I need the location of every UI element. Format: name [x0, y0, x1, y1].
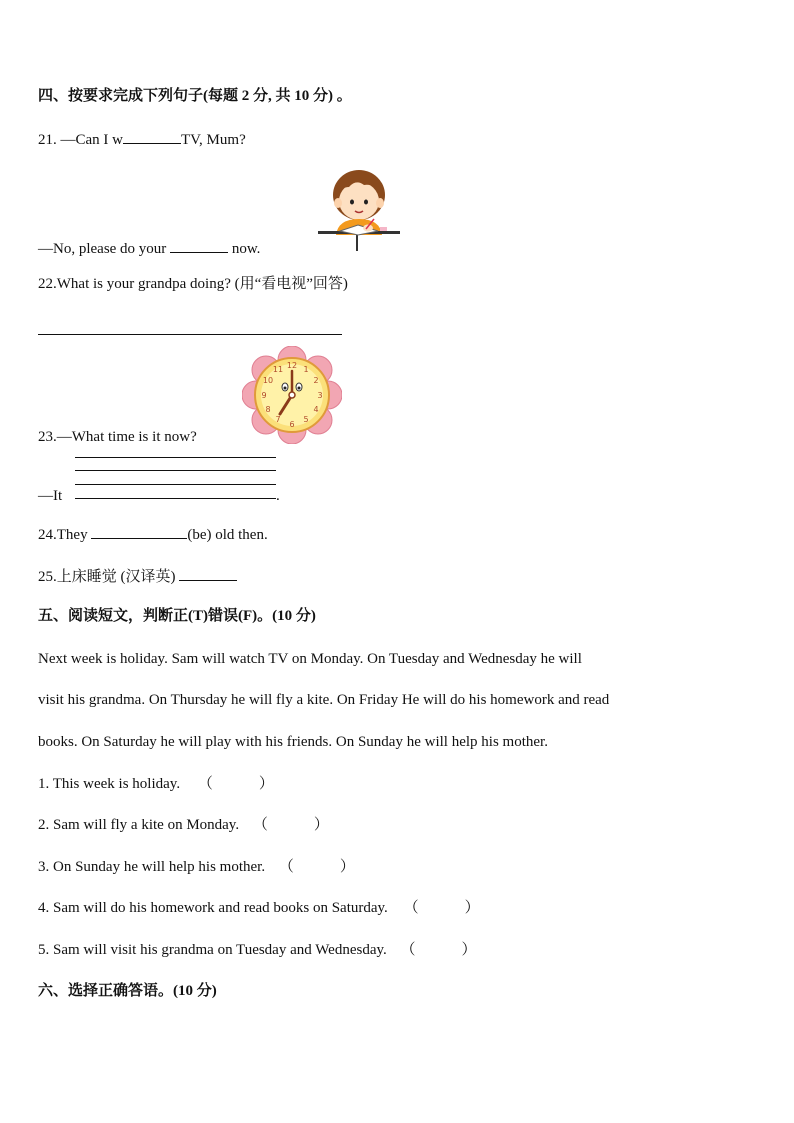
- clock-number-12: 12: [286, 361, 298, 370]
- clock-number-9: 9: [261, 391, 267, 400]
- q24-pre: 24.They: [38, 527, 88, 543]
- q25: [38, 566, 237, 587]
- q24-post: (be) old then.: [187, 527, 268, 543]
- clock-number-2: 2: [313, 376, 319, 385]
- q23-writing-line-1[interactable]: [75, 457, 276, 458]
- clock-number-3: 3: [317, 391, 323, 400]
- tf-item-5-answer-box[interactable]: （ ）: [400, 942, 477, 958]
- clock-number-1: 1: [303, 365, 309, 374]
- q23-answer: [38, 486, 62, 506]
- q22-text: 22.What is your grandpa doing? (用“看电视”回答): [38, 276, 348, 292]
- boy-writing-illustration: [316, 165, 402, 253]
- tf-item-1: [38, 774, 274, 794]
- q21-line1-post: TV, Mum?: [181, 132, 246, 148]
- section4-heading: 四、按要求完成下列句子(每题 2 分, 共 10 分) 。: [38, 88, 352, 104]
- tf-item-4-text: 4. Sam will do his homework and read books on Saturday.: [38, 900, 388, 916]
- tf-item-3-text: 3. On Sunday he will help his mother.: [38, 859, 266, 875]
- passage-line-1: Next week is holiday. Sam will watch TV on Monday. On Tuesday and Wednesday he will: [38, 651, 582, 667]
- q22-answer-line[interactable]: [38, 334, 342, 335]
- q21-blank-2[interactable]: [170, 238, 228, 253]
- clock-number-5: 5: [303, 415, 309, 424]
- passage-line-2: visit his grandma. On Thursday he will fly a kite. On Friday He will do his homework and read: [38, 692, 610, 708]
- q21-line2: [38, 238, 260, 259]
- q23-answer-post: .: [276, 488, 280, 504]
- clock-number-11: 11: [272, 365, 284, 374]
- section5-heading: 五、阅读短文，判断正(T)错误(F)。(10 分): [38, 608, 316, 624]
- q21-line1-pre: 21. —Can I w: [38, 132, 123, 148]
- tf-item-4-answer-box[interactable]: （ ）: [403, 900, 480, 916]
- clock-number-10: 10: [262, 376, 274, 385]
- clock-number-6: 6: [289, 420, 295, 429]
- tf-item-4: [38, 898, 480, 918]
- q24: [38, 524, 268, 545]
- q21-line1: [38, 129, 246, 150]
- q23-question: 23.—What time is it now?: [38, 429, 197, 445]
- q23-writing-line-3[interactable]: [75, 484, 276, 485]
- q24-blank[interactable]: [91, 524, 187, 539]
- tf-item-1-answer-box[interactable]: （ ）: [197, 776, 274, 792]
- q21-line2-post: now.: [231, 241, 261, 257]
- q23-writing-line-4[interactable]: [75, 498, 276, 499]
- q25-text: 25.上床睡觉 (汉译英): [38, 569, 176, 585]
- q23-answer-pre: —It: [38, 488, 63, 504]
- q21-blank-1[interactable]: [123, 129, 181, 144]
- tf-item-3-answer-box[interactable]: （ ）: [278, 859, 355, 875]
- q25-blank[interactable]: [179, 566, 237, 581]
- passage-line-3: books. On Saturday he will play with his friends. On Sunday he will help his mother.: [38, 734, 548, 750]
- tf-item-1-text: 1. This week is holiday.: [38, 776, 181, 792]
- tf-item-5-text: 5. Sam will visit his grandma on Tuesday and Wednesday.: [38, 942, 387, 958]
- tf-item-3: [38, 857, 355, 877]
- clock-illustration: [242, 346, 342, 444]
- tf-item-2-answer-box[interactable]: （ ）: [252, 817, 329, 833]
- tf-item-2-text: 2. Sam will fly a kite on Monday.: [38, 817, 240, 833]
- clock-number-4: 4: [313, 405, 319, 414]
- clock-number-8: 8: [265, 405, 271, 414]
- q21-line2-pre: —No, please do your: [38, 241, 167, 257]
- q23-writing-line-2[interactable]: [75, 470, 276, 471]
- tf-item-5: [38, 940, 477, 960]
- clock-number-7: 7: [275, 415, 281, 424]
- section6-heading: 六、选择正确答语。(10 分): [38, 983, 217, 999]
- tf-item-2: [38, 815, 329, 835]
